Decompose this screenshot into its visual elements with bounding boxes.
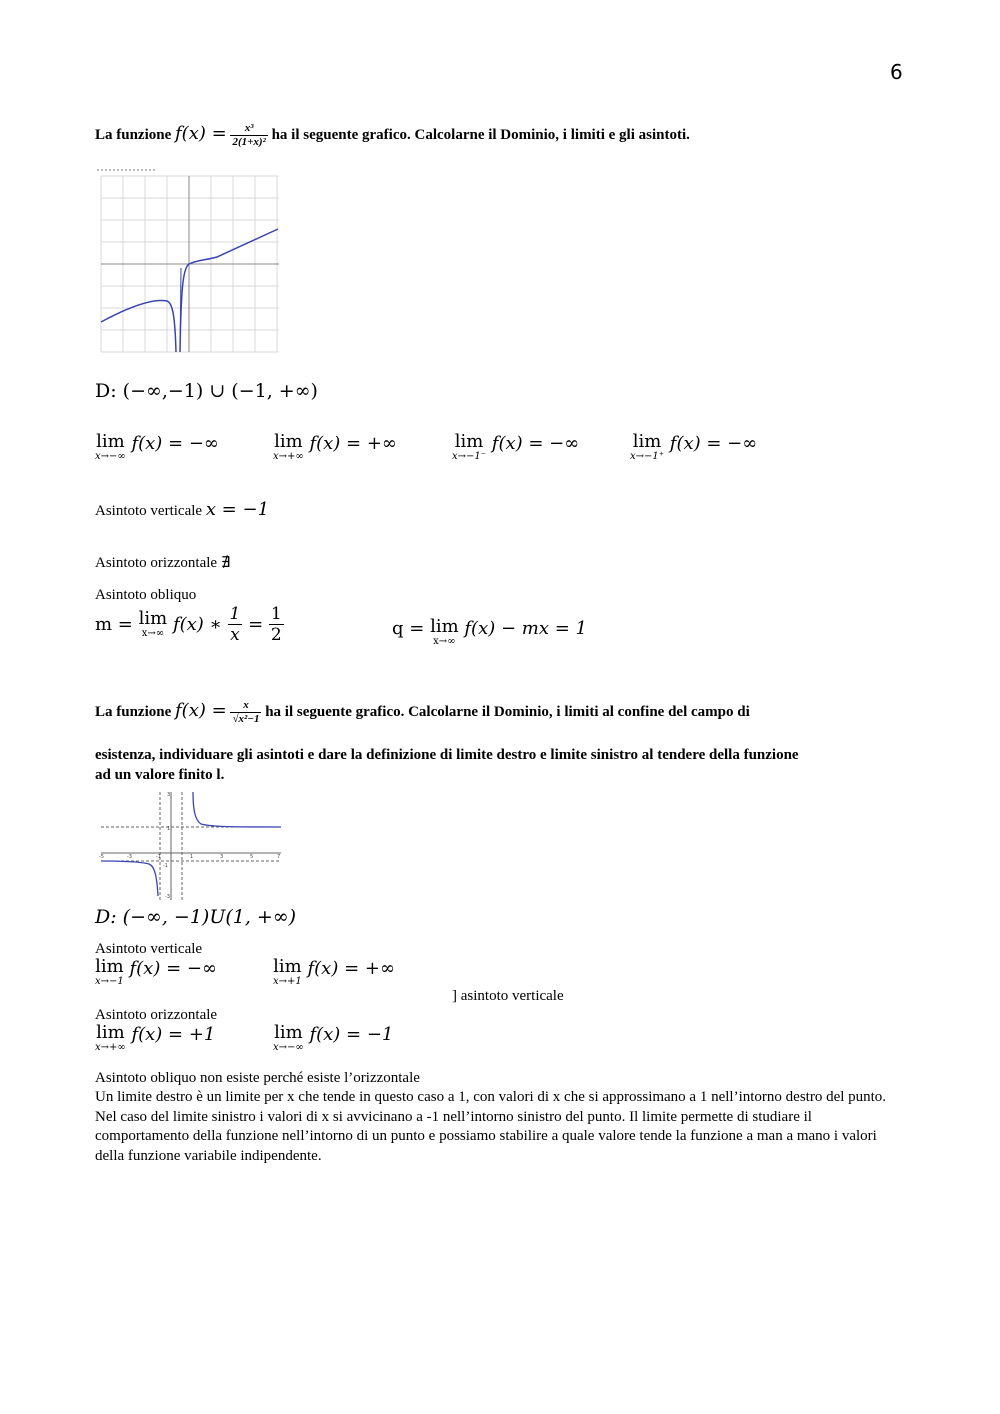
lim-sub: x→+∞ (95, 1042, 126, 1053)
m-fraction (228, 604, 243, 645)
tick-label: 1 (167, 826, 171, 832)
vertical-label-2: Asintoto verticale (95, 941, 203, 957)
m-eq: = (248, 614, 264, 635)
m-frac-num: 1 (229, 604, 241, 624)
limit-3 (452, 433, 579, 462)
lim-sub: x→−1 (95, 976, 124, 987)
vertical-asymptote-1 (95, 500, 269, 521)
lim-expr: f(x) = −1 (309, 1024, 394, 1045)
func-lhs: f(x) = (175, 122, 227, 144)
domain1: D: (−∞,−1) ∪ (−1, +∞) (95, 380, 318, 402)
limit-2 (273, 433, 397, 462)
graph2-left-branch (101, 861, 158, 896)
not-exists-symbol: ∄ (220, 555, 231, 571)
tick-label: 3 (167, 792, 171, 798)
hlimit-2 (273, 1024, 393, 1053)
graph2-right-branch (193, 792, 281, 827)
lim-sub: x→∞ (433, 636, 456, 647)
m-frac-den: x (230, 625, 240, 645)
m-prefix: m = (95, 614, 133, 635)
m-expr: f(x) ∗ (172, 614, 222, 635)
lim-expr: f(x) = +∞ (307, 958, 395, 979)
lim-word: lim (430, 616, 459, 637)
graph2 (97, 790, 283, 902)
func-fraction (230, 122, 267, 149)
oblique-label-1: Asintoto obliquo (95, 587, 197, 603)
intro-suffix: ha il seguente grafico. Calcolarne il Dominio, i limiti al confine del campo di (265, 703, 750, 720)
func-denominator: √x²−1 (232, 713, 260, 725)
lim-expr: f(x) = −∞ (131, 433, 219, 454)
tick-label: -3 (165, 894, 170, 900)
section2-intro (95, 699, 750, 726)
tick-label: -1 (163, 863, 168, 869)
func-numerator: x (230, 699, 261, 713)
lim-sub: x→−∞ (95, 451, 126, 462)
q-formula (392, 618, 587, 647)
horizontal-asymptote-1 (95, 554, 230, 573)
m-res-den: 2 (270, 625, 282, 645)
func-denominator: 2(1+x)² (232, 136, 266, 148)
graph1-right-branch (180, 229, 278, 352)
lim-sub: x→∞ (141, 628, 165, 639)
lim-sub: x→−1⁺ (630, 451, 665, 462)
domain2: D: (−∞, −1)U(1, +∞) (95, 906, 297, 928)
lim-expr: f(x) = −∞ (129, 958, 217, 979)
func-numerator: x³ (230, 122, 267, 136)
func-lhs: f(x) = (175, 699, 227, 721)
section2-intro-line3: ad un valore finito l. (95, 767, 225, 783)
hlimit-1 (95, 1024, 215, 1053)
tick-label: -5 (99, 854, 104, 860)
page-number: 6 (890, 60, 903, 84)
graph1 (97, 168, 281, 356)
lim-word: lim (96, 1022, 125, 1043)
intro-suffix: ha il seguente grafico. Calcolarne il Dominio, i limiti e gli asintoti. (271, 126, 690, 143)
lim-word: lim (273, 956, 302, 977)
m-formula (95, 604, 284, 645)
lim-word: lim (274, 431, 303, 452)
limit-4 (630, 433, 757, 462)
lim-word: lim (96, 431, 125, 452)
lim-sub: x→−1⁻ (452, 451, 487, 462)
vertical-expr: x = −1 (205, 499, 270, 520)
lim-expr: f(x) = +1 (131, 1024, 216, 1045)
vlimit-2 (273, 958, 395, 987)
lim-expr: f(x) = +∞ (309, 433, 397, 454)
q-expr: f(x) − mx = 1 (464, 618, 587, 639)
func-fraction (230, 699, 261, 726)
intro-prefix: La funzione (95, 703, 172, 720)
lim-word: lim (454, 431, 484, 452)
section2-intro-line2: esistenza, individuare gli asintoti e dare la definizione di limite destro e limite sinistro al tendere della funzione (95, 747, 799, 763)
vertical-label: Asintoto verticale (95, 503, 203, 519)
tick-label: 3 (220, 854, 224, 860)
lim-word: lim (138, 608, 168, 629)
definition-paragraph: Un limite destro è un limite per x che tende in questo caso a 1, con valori di x che si approssimano a 1 nell’intorno destro del punto. Nel caso del limite sinistro i valori di x si avvicinano a -1 nell’intorno sinistro del punto. Il limite permette di studiare il comportamento della funzione nell’intorno di un punto e possiamo stabilire a quale valore tende la funzione a man a mano i valori della funzione variabile indipendente. (95, 1089, 887, 1164)
oblique-text-2: Asintoto obliquo non esiste perché esiste l’orizzontale (95, 1070, 420, 1086)
lim-sub: x→−∞ (273, 1042, 304, 1053)
tick-label: 5 (250, 854, 254, 860)
limit-1 (95, 433, 219, 462)
vlimit-1 (95, 958, 217, 987)
q-prefix: q = (392, 618, 425, 639)
lim-sub: x→+1 (273, 976, 302, 987)
m-result (269, 604, 284, 645)
intro-prefix: La funzione (95, 126, 172, 143)
lim-sub: x→+∞ (273, 451, 304, 462)
lim-word: lim (95, 956, 124, 977)
lim-word: lim (274, 1022, 303, 1043)
section1-intro (95, 122, 690, 149)
m-res-num: 1 (270, 604, 282, 624)
horizontal-label: Asintoto orizzontale (95, 555, 218, 571)
lim-expr: f(x) = −∞ (669, 433, 758, 454)
tick-label: -3 (127, 854, 132, 860)
lim-word: lim (632, 431, 662, 452)
horizontal-label-2: Asintoto orizzontale (95, 1007, 218, 1023)
tick-label: 1 (190, 854, 194, 860)
lim-expr: f(x) = −∞ (491, 433, 580, 454)
vertical-note: ] asintoto verticale (452, 988, 564, 1004)
tick-label: -1 (156, 854, 161, 860)
tick-label: 7 (277, 854, 281, 860)
